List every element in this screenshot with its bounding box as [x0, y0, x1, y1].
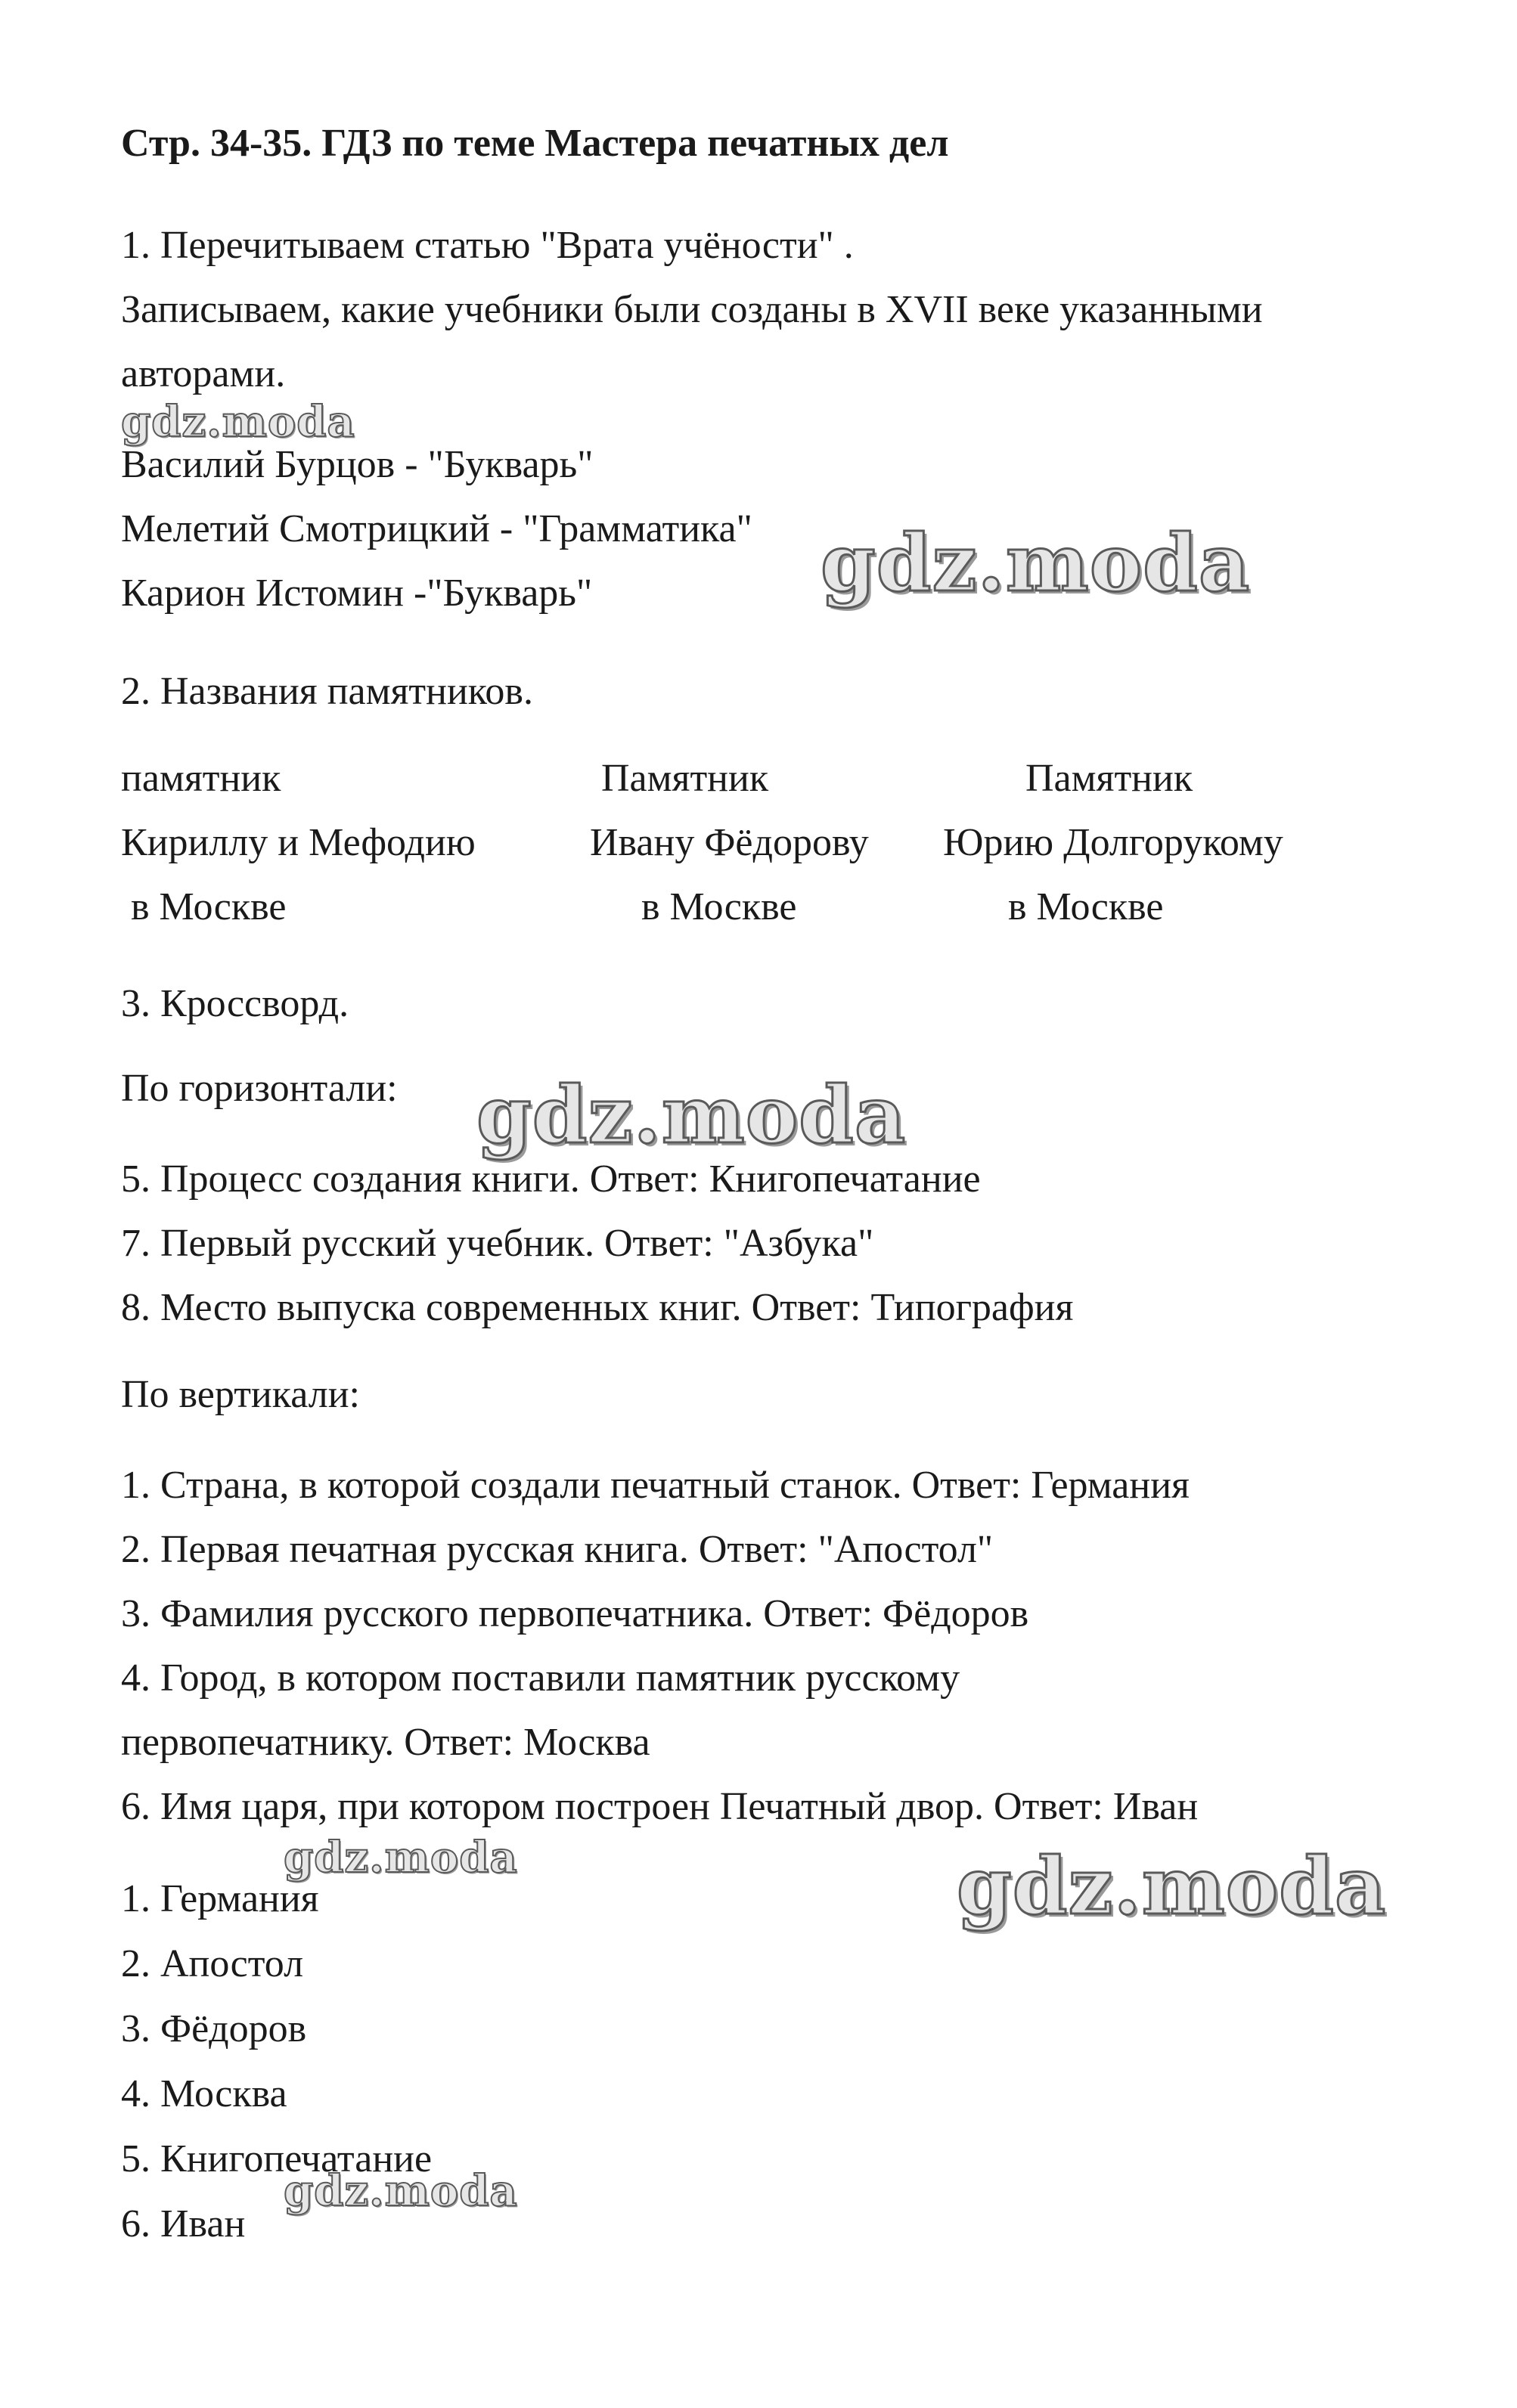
watermark: gdz.moda — [821, 516, 1251, 609]
task1-intro-line2: авторами. — [121, 352, 286, 395]
monument-1-line2: Кириллу и Мефодию — [121, 821, 476, 864]
vertical-clue: 6. Имя царя, при котором построен Печатный двор. Ответ: Иван — [121, 1785, 1199, 1828]
watermark: gdz.moda — [476, 1068, 907, 1161]
monument-2-line1: Памятник — [601, 757, 769, 800]
answer-item: 5. Книгопечатание — [121, 2137, 433, 2180]
monument-2-line3: в Москве — [641, 885, 797, 928]
monument-1-line3: в Москве — [121, 885, 287, 928]
task1-item: Василий Бурцов - "Букварь" — [121, 443, 594, 486]
monument-2-line2: Ивану Фёдорову — [590, 821, 869, 864]
watermark: gdz.moda — [957, 1839, 1387, 1932]
task3-heading: 3. Кроссворд. — [121, 982, 349, 1025]
monument-3-line3: в Москве — [1008, 885, 1164, 928]
monument-3-line2: Юрию Долгорукому — [943, 821, 1283, 864]
vertical-clue: 4. Город, в котором поставили памятник русскому — [121, 1656, 960, 1700]
horizontal-clue: 7. Первый русский учебник. Ответ: "Азбука" — [121, 1222, 874, 1265]
vertical-clue: 1. Страна, в которой создали печатный станок. Ответ: Германия — [121, 1464, 1190, 1507]
horizontal-label: По горизонтали: — [121, 1067, 398, 1110]
answer-item: 2. Апостол — [121, 1942, 304, 1985]
answer-item: 3. Фёдоров — [121, 2007, 307, 2050]
watermark: gdz.moda — [121, 397, 355, 447]
vertical-clue-continued: первопечатнику. Ответ: Москва — [121, 1721, 650, 1764]
watermark: gdz.moda — [284, 2166, 518, 2216]
task1-item: Карион Истомин -"Букварь" — [121, 572, 593, 615]
answer-item: 6. Иван — [121, 2202, 246, 2245]
task1-heading: 1. Перечитываем статью "Врата учёности" . — [121, 224, 854, 267]
horizontal-clue: 5. Процесс создания книги. Ответ: Книгопечатание — [121, 1158, 981, 1201]
horizontal-clue: 8. Место выпуска современных книг. Ответ: Типография — [121, 1286, 1074, 1329]
vertical-clue: 2. Первая печатная русская книга. Ответ: "Апостол" — [121, 1528, 994, 1571]
watermark: gdz.moda — [284, 1833, 518, 1883]
answer-item: 1. Германия — [121, 1877, 319, 1920]
task2-heading: 2. Названия памятников. — [121, 670, 533, 713]
task1-intro-line1: Записываем, какие учебники были созданы в XVII веке указанными — [121, 288, 1263, 331]
vertical-label: По вертикали: — [121, 1373, 360, 1416]
monument-3-line1: Памятник — [1025, 757, 1193, 800]
monument-1-line1: памятник — [121, 757, 281, 800]
vertical-clue: 3. Фамилия русского первопечатника. Ответ: Фёдоров — [121, 1592, 1029, 1635]
task1-item: Мелетий Смотрицкий - "Грамматика" — [121, 507, 752, 550]
answer-item: 4. Москва — [121, 2072, 287, 2115]
page-title: Стр. 34-35. ГДЗ по теме Мастера печатных дел — [121, 122, 949, 165]
